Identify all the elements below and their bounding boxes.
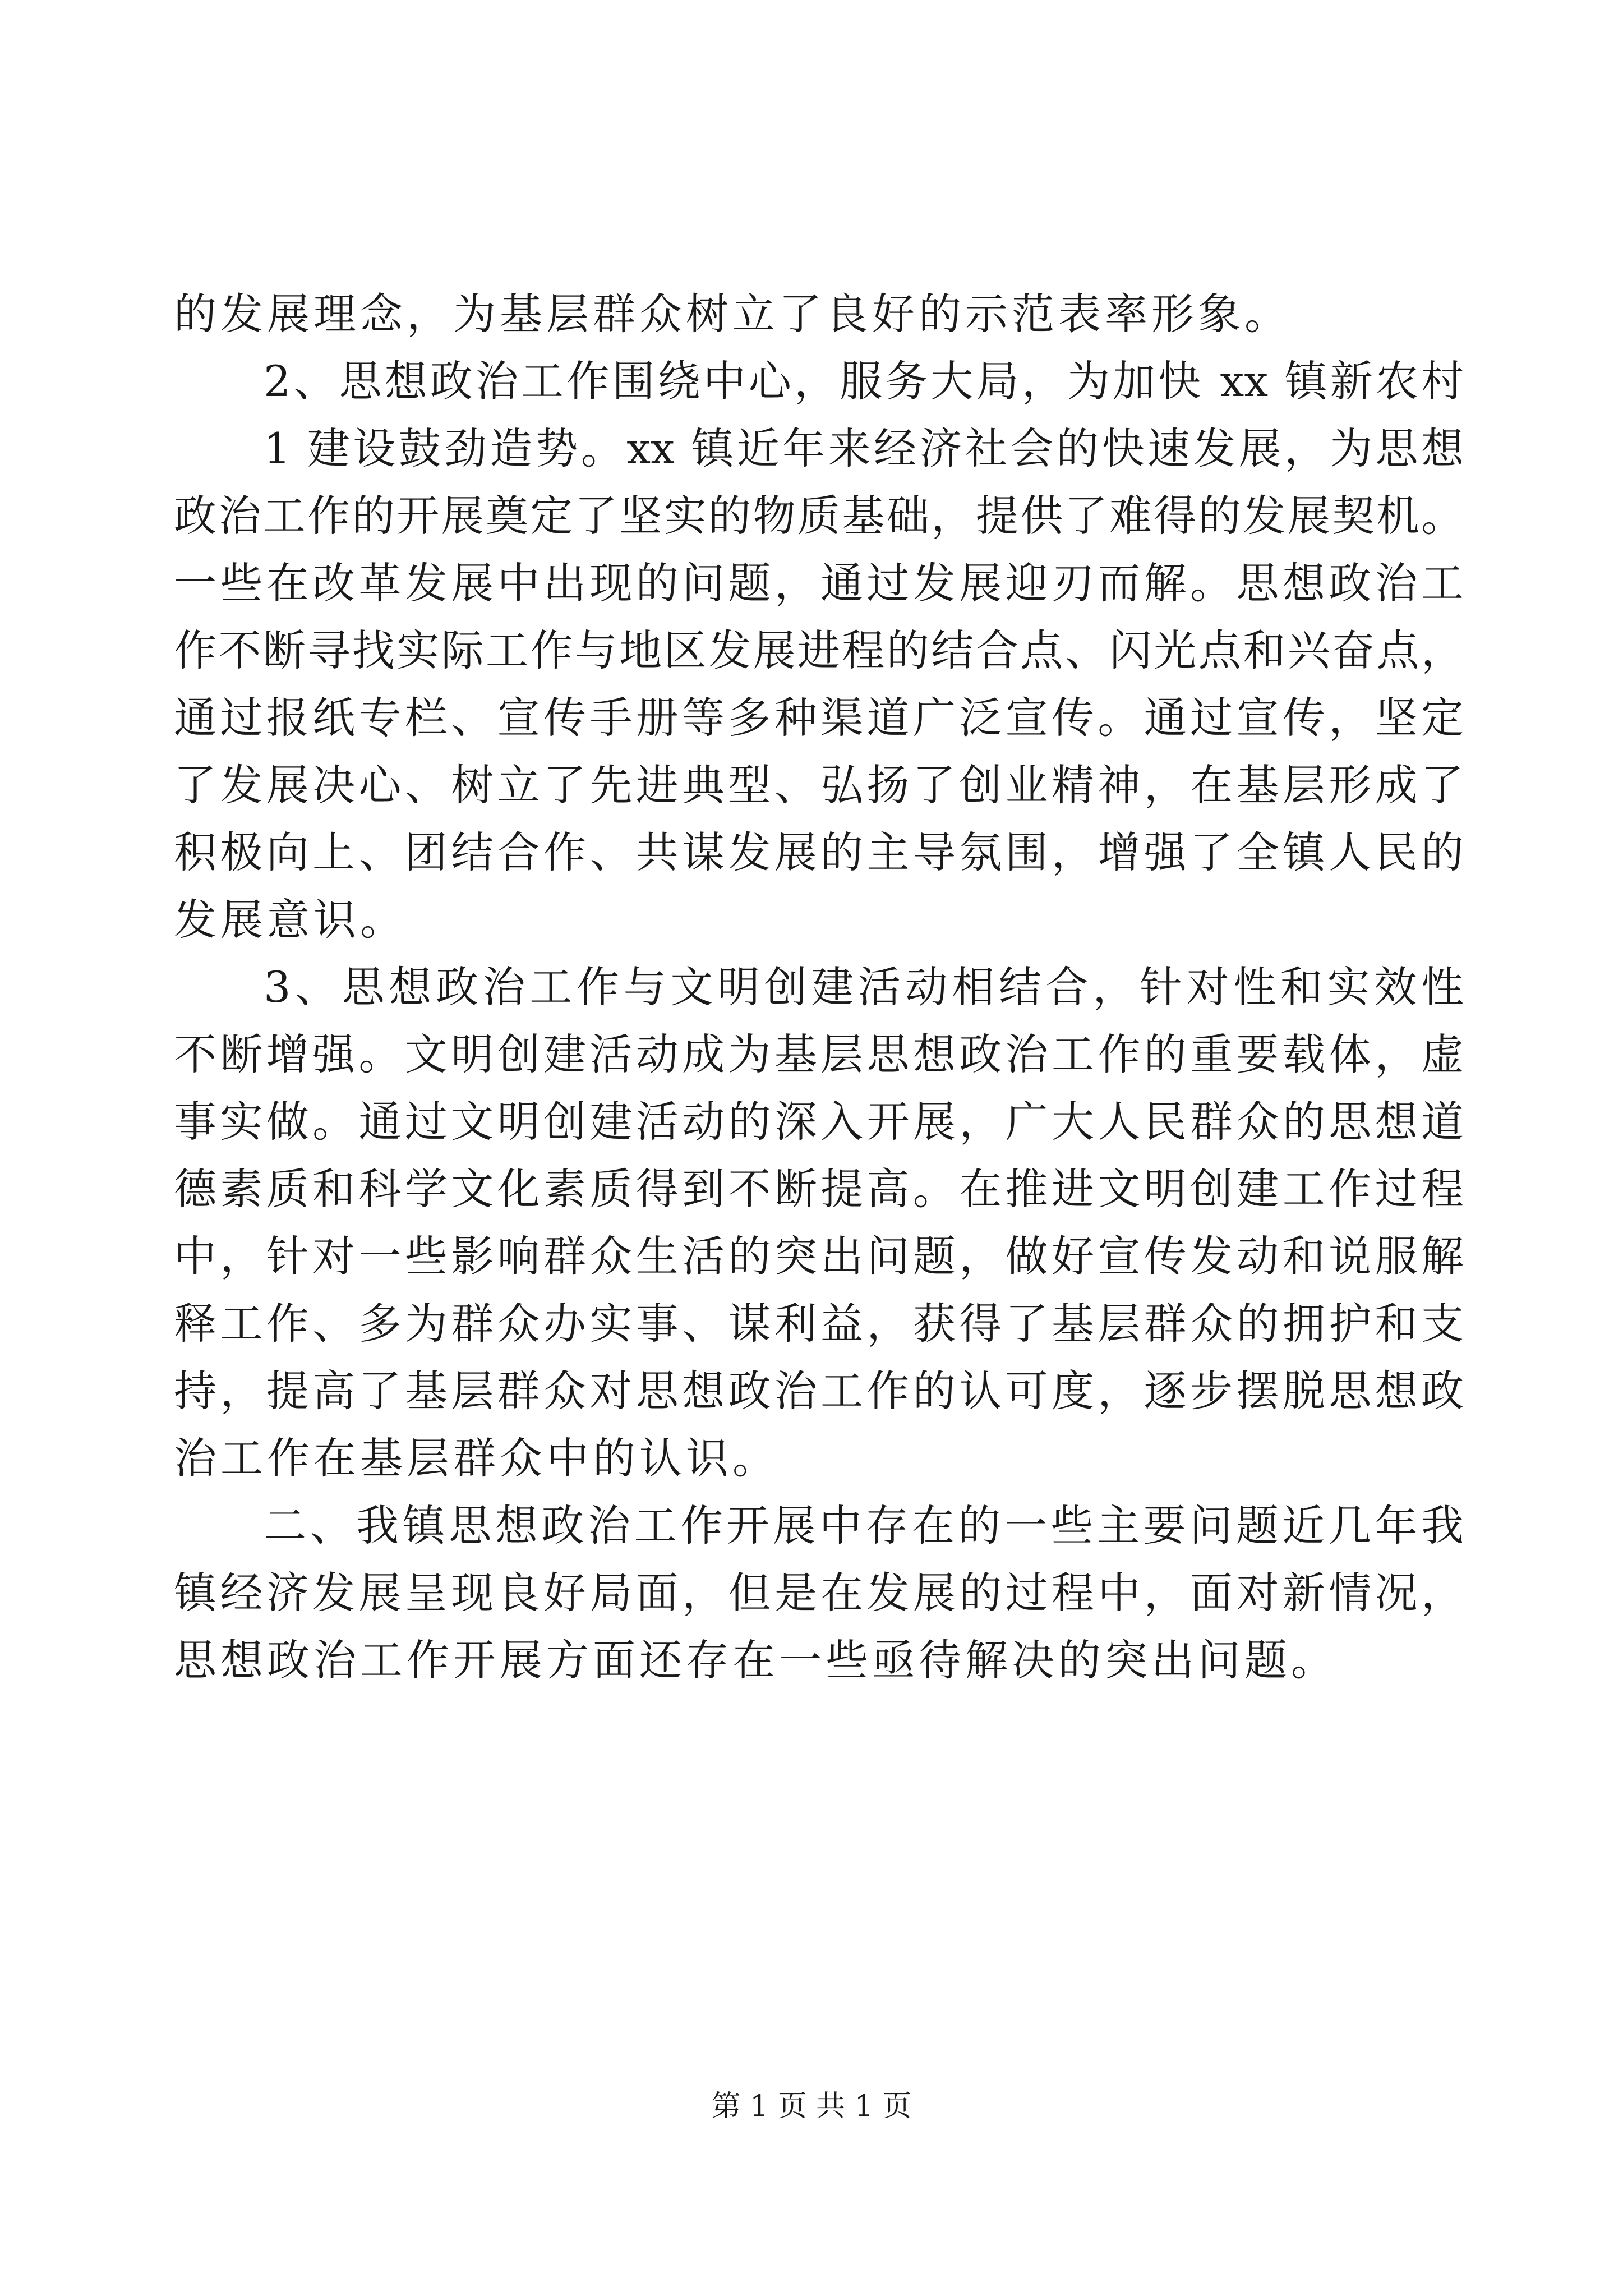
text-line: 不断增强。文明创建活动成为基层思想政治工作的重要载体，虚 — [174, 1029, 1464, 1079]
text-line: 治工作在基层群众中的认识。 — [174, 1433, 779, 1483]
text-line: 事实做。通过文明创建活动的深入开展，广大人民群众的思想道 — [174, 1097, 1464, 1147]
text-line: 作不断寻找实际工作与地区发展进程的结合点、闪光点和兴奋点， — [174, 625, 1464, 675]
text-line: 释工作、多为群众办实事、谋利益，获得了基层群众的拥护和支 — [174, 1299, 1464, 1349]
text-line: 1 建设鼓劲造势。xx 镇近年来经济社会的快速发展，为思想 — [264, 424, 1464, 473]
text-line: 中，针对一些影响群众生活的突出问题，做好宣传发动和说服解 — [174, 1231, 1464, 1281]
text-line: 镇经济发展呈现良好局面，但是在发展的过程中，面对新情况， — [174, 1568, 1464, 1618]
text-line: 积极向上、团结合作、共谋发展的主导氛围，增强了全镇人民的 — [174, 827, 1464, 877]
text-line: 持，提高了基层群众对思想政治工作的认可度，逐步摆脱思想政 — [174, 1366, 1464, 1416]
text-line: 德素质和科学文化素质得到不断提高。在推进文明创建工作过程 — [174, 1164, 1464, 1214]
text-line: 通过报纸专栏、宣传手册等多种渠道广泛宣传。通过宣传，坚定 — [174, 693, 1464, 743]
text-line: 3、思想政治工作与文明创建活动相结合，针对性和实效性 — [264, 962, 1464, 1012]
text-line: 了发展决心、树立了先进典型、弘扬了创业精神，在基层形成了 — [174, 760, 1464, 810]
text-line: 思想政治工作开展方面还存在一些亟待解决的突出问题。 — [174, 1635, 1338, 1685]
text-line: 二、我镇思想政治工作开展中存在的一些主要问题近几年我 — [264, 1501, 1464, 1550]
text-line: 政治工作的开展奠定了坚实的物质基础，提供了难得的发展契机。 — [174, 491, 1464, 541]
page-footer: 第 1 页 共 1 页 — [711, 2090, 912, 2123]
text-line: 一些在改革发展中出现的问题，通过发展迎刃而解。思想政治工 — [174, 558, 1464, 608]
text-line: 的发展理念，为基层群众树立了良好的示范表率形象。 — [174, 289, 1291, 339]
text-line: 发展意识。 — [174, 895, 407, 945]
text-line: 2、思想政治工作围绕中心，服务大局，为加快 xx 镇新农村 — [264, 356, 1464, 406]
